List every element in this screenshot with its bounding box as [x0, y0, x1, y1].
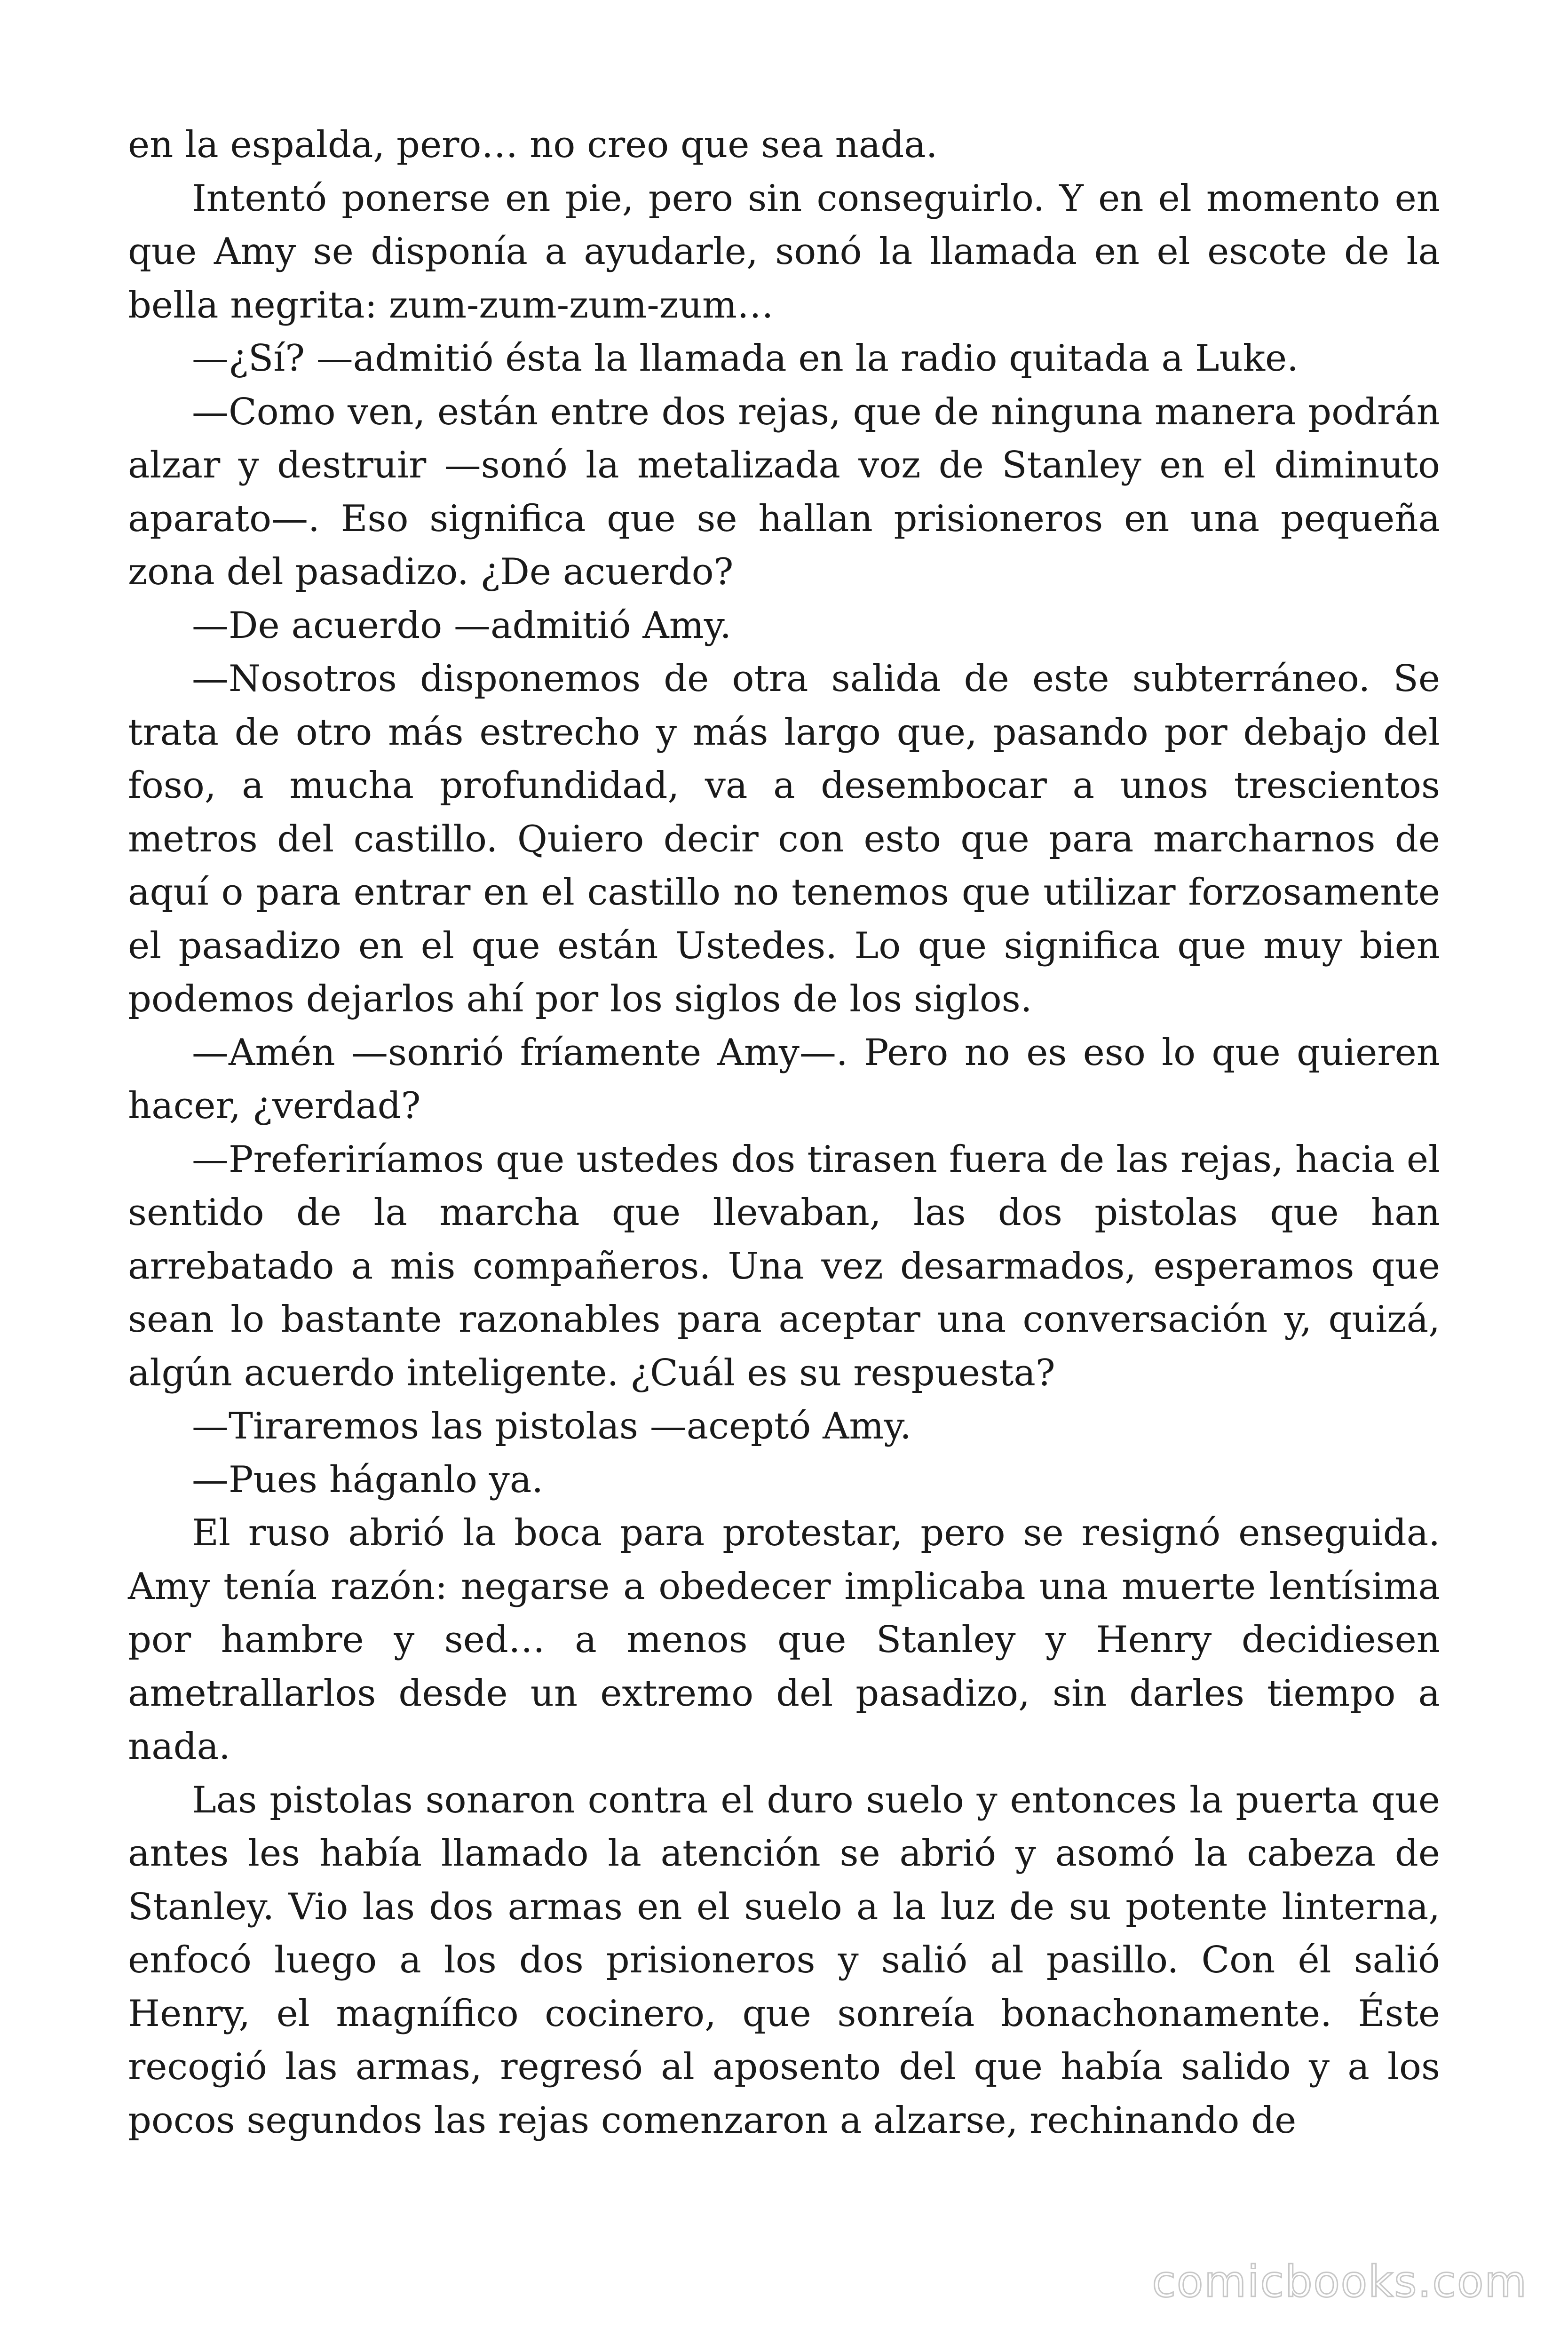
body-text: [128, 119, 1440, 2147]
watermark: comicbooks.com: [1152, 2257, 1528, 2307]
paragraph: —Preferiríamos que ustedes dos tirasen fuera de las rejas, hacia el sentido de la marcha que llevaban, las dos pistolas que han arrebatado a mis compañeros. Una vez desarmados, esperamos que sean lo bastante razonables para aceptar una conversación y, quizá, algún acuerdo inteligente. ¿Cuál es su respuesta?: [128, 1138, 1440, 1394]
paragraph: El ruso abrió la boca para protestar, pero se resignó enseguida. Amy tenía razón: negarse a obedecer implicaba una muerte lentísima por hambre y sed… a menos que Stanley y Henry decidiesen ametrallarlos desde un extremo del pasadizo, sin darles tiempo a nada.: [128, 1512, 1440, 1768]
paragraph: —Amén —sonrió fríamente Amy—. Pero no es eso lo que quieren hacer, ¿verdad?: [128, 1031, 1440, 1127]
paragraph: —De acuerdo —admitió Amy.: [192, 604, 732, 647]
paragraph: —Pues háganlo ya.: [192, 1458, 544, 1501]
paragraph: Intentó ponerse en pie, pero sin conseguirlo. Y en el momento en que Amy se disponía a ayudarle, sonó la llamada en el escote de la bella negrita: zum-zum-zum-zum…: [128, 177, 1440, 326]
paragraph: —Tiraremos las pistolas —aceptó Amy.: [192, 1405, 911, 1447]
paragraph: —Como ven, están entre dos rejas, que de ninguna manera podrán alzar y destruir —sonó la metalizada voz de Stanley en el diminuto aparato—. Eso significa que se hallan prisioneros en una pequeña zona del pasadizo. ¿De acuerdo?: [128, 390, 1440, 593]
paragraph: Las pistolas sonaron contra el duro suelo y entonces la puerta que antes les había llamado la atención se abrió y asomó la cabeza de Stanley. Vio las dos armas en el suelo a la luz de su potente linterna, enfocó luego a los dos prisioneros y salió al pasillo. Con él salió Henry, el magnífico cocinero, que sonreía bonachonamente. Éste recogió las armas, regresó al aposento del que había salido y a los pocos segundos las rejas comenzaron a alzarse, rechinando de: [128, 1779, 1440, 2142]
paragraph: —¿Sí? —admitió ésta la llamada en la radio quitada a Luke.: [192, 337, 1299, 380]
paragraph: —Nosotros disponemos de otra salida de este subterráneo. Se trata de otro más estrecho y más largo que, pasando por debajo del foso, a mucha profundidad, va a desembocar a unos trescientos metros del castillo. Quiero decir con esto que para marcharnos de aquí o para entrar en el castillo no tenemos que utilizar forzosamente el pasadizo en el que están Ustedes. Lo que significa que muy bien podemos dejarlos ahí por los siglos de los siglos.: [128, 658, 1440, 1020]
paragraph: en la espalda, pero… no creo que sea nada.: [128, 124, 938, 166]
